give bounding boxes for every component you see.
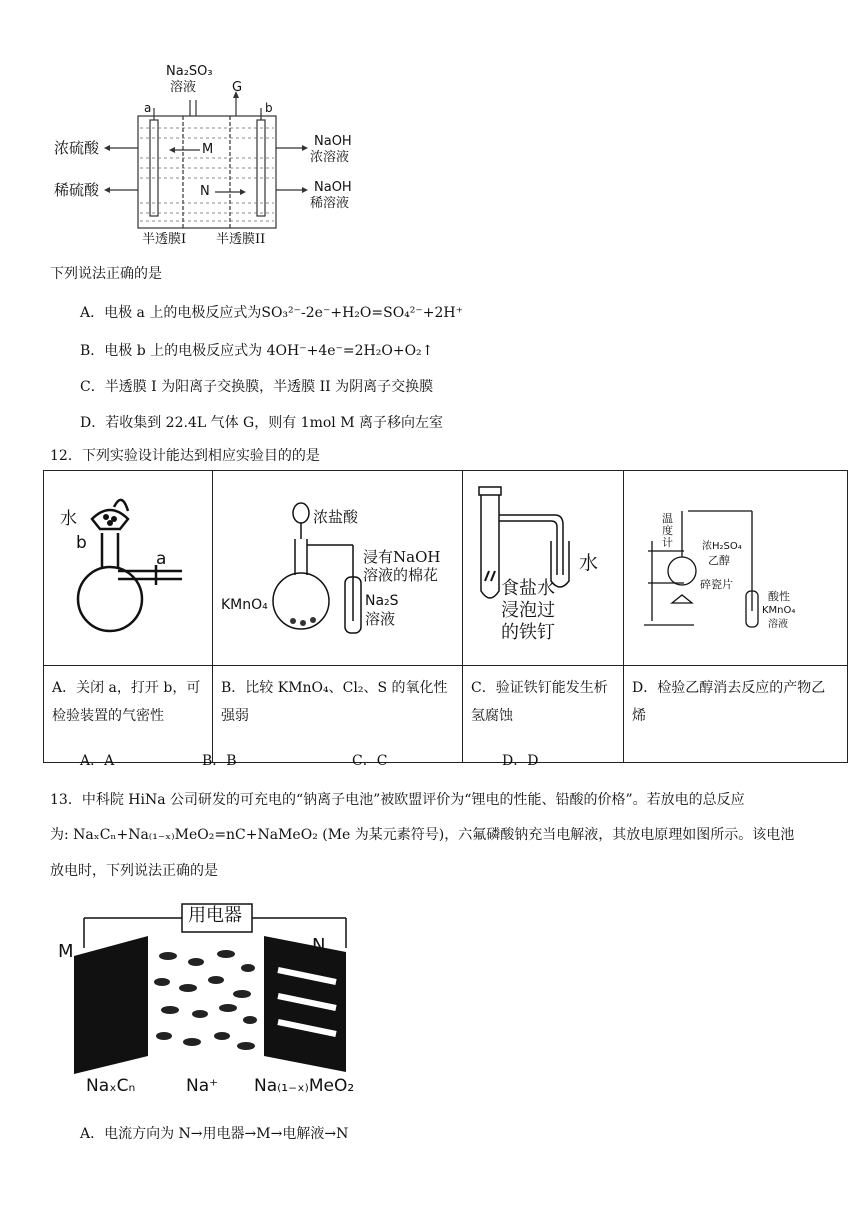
water-label-c: 水 — [579, 552, 599, 574]
apparatus-c-cell — [463, 471, 624, 666]
q13-line-1: 13．中科院 HiNa 公司研发的可充电的“钠离子电池”被欧盟评价为“锂电的性能、铅酸的价格”。若放电的总反应 — [50, 792, 745, 808]
brine-label-3: 的铁钉 — [501, 622, 555, 643]
kmno4-acid-label-2: KMnO₄ — [762, 605, 796, 616]
water-label-a: 水 — [60, 509, 77, 529]
q13-line-3: 放电时，下列说法正确的是 — [50, 863, 218, 879]
kmno4-acid-label-1: 酸性 — [768, 590, 790, 603]
caption-d — [624, 666, 848, 763]
caption-c-text: C．验证铁钉能发生析氢腐蚀 — [471, 680, 608, 724]
q13-option-a: A．电流方向为 N→用电器→M→电解液→N — [80, 1126, 349, 1142]
na2so3-label: Na₂SO₃ — [166, 64, 213, 79]
solution-label: 溶液 — [170, 80, 197, 95]
acid-label-2: 乙醇 — [708, 554, 730, 567]
thermo-label-1: 温 — [662, 512, 673, 525]
device-label: 用电器 — [188, 905, 242, 926]
brine-label-1: 食盐水 — [501, 578, 555, 599]
apparatus-a-cell — [44, 471, 213, 666]
ethylene-apparatus-diagram — [624, 471, 847, 661]
q13-line-2: 为: NaₓCₙ+Na₍₁₋ₓ₎MeO₂=nC+NaMeO₂ (Me 为某元素符号)，六氟磷酸钠充当电解液，其放电原理如图所示。该电池 — [50, 827, 795, 843]
thermo-label-2: 度 — [662, 524, 673, 537]
electrode-a-label: a — [144, 101, 152, 115]
m-label: M — [202, 142, 214, 157]
caption-d-text: D．检验乙醇消去反应的产物乙烯 — [632, 680, 826, 724]
hcl-label: 浓盐酸 — [313, 508, 359, 526]
naoh-dil-label: NaOH — [314, 180, 352, 195]
naoh-conc-sol-label: 浓溶液 — [310, 150, 350, 165]
membrane-2-label: 半透膜II — [216, 232, 266, 247]
membrane-1-label: 半透膜I — [142, 232, 187, 247]
caption-a-text: A．关闭 a，打开 b，可检验装置的气密性 — [52, 680, 201, 724]
caption-a — [44, 666, 213, 763]
cotton-label-1: 浸有NaOH — [363, 548, 441, 566]
brine-label-2: 浸泡过 — [501, 600, 555, 621]
na2s-label: Na₂S — [365, 593, 399, 609]
apparatus-b-cell — [213, 471, 463, 666]
thermo-label-3: 计 — [662, 536, 673, 549]
conc-acid-label: 浓硫酸 — [54, 139, 100, 157]
acid-label-1: 浓H₂SO₄ — [702, 541, 742, 552]
cotton-label-2: 溶液的棉花 — [363, 566, 439, 584]
caption-b-text: B．比较 KMnO₄、Cl₂、S 的氧化性强弱 — [221, 680, 448, 724]
g-label: G — [232, 80, 243, 95]
q11-option-a: A．电极 a 上的电极反应式为SO₃²⁻-2e⁻+H₂O=SO₄²⁻+2H⁺ — [80, 305, 464, 321]
caption-c — [463, 666, 624, 763]
kmno4-acid-label-3: 溶液 — [768, 619, 788, 630]
na2s-solution-label: 溶液 — [365, 610, 396, 628]
naoh-dil-sol-label: 稀溶液 — [310, 196, 350, 211]
electrode-b-label: b — [265, 101, 273, 115]
kmno4-label: KMnO₄ — [221, 597, 268, 613]
sodium-ion-label: Na⁺ — [186, 1076, 219, 1096]
valve-b-label: b — [76, 533, 87, 553]
q12-choice-d: D．D — [502, 753, 539, 769]
q12-choice-a: A．A — [80, 753, 115, 769]
q12-stem: 12．下列实验设计能达到相应实验目的的是 — [50, 448, 320, 464]
q11-option-c: C．半透膜 I 为阳离子交换膜，半透膜 II 为阴离子交换膜 — [80, 379, 434, 395]
dil-acid-label: 稀硫酸 — [54, 181, 100, 199]
airtightness-apparatus-diagram — [44, 471, 212, 661]
cathode-material-label: Na₍₁₋ₓ₎MeO₂ — [254, 1076, 355, 1096]
experiment-table — [43, 470, 848, 763]
electrolysis-figure — [50, 58, 380, 258]
q11-stem: 下列说法正确的是 — [50, 266, 162, 282]
q12-choice-b: B．B — [202, 753, 237, 769]
q12-choice-c: C．C — [352, 753, 388, 769]
chips-label: 碎瓷片 — [700, 578, 733, 591]
n-label: N — [200, 184, 210, 199]
electrode-m-label: M — [58, 941, 74, 962]
q11-option-b: B．电极 b 上的电极反应式为 4OH⁻+4e⁻=2H₂O+O₂↑ — [80, 343, 434, 359]
electrode-n-label: N — [312, 935, 326, 956]
caption-b — [213, 666, 463, 763]
apparatus-d-cell — [624, 471, 848, 666]
battery-diagram — [56, 896, 366, 1104]
anode-material-label: NaₓCₙ — [86, 1076, 136, 1096]
valve-a-label: a — [156, 549, 167, 569]
naoh-conc-label: NaOH — [314, 134, 352, 149]
battery-figure — [56, 896, 366, 1104]
q11-option-d: D．若收集到 22.4L 气体 G，则有 1mol M 离子移向左室 — [80, 415, 444, 431]
